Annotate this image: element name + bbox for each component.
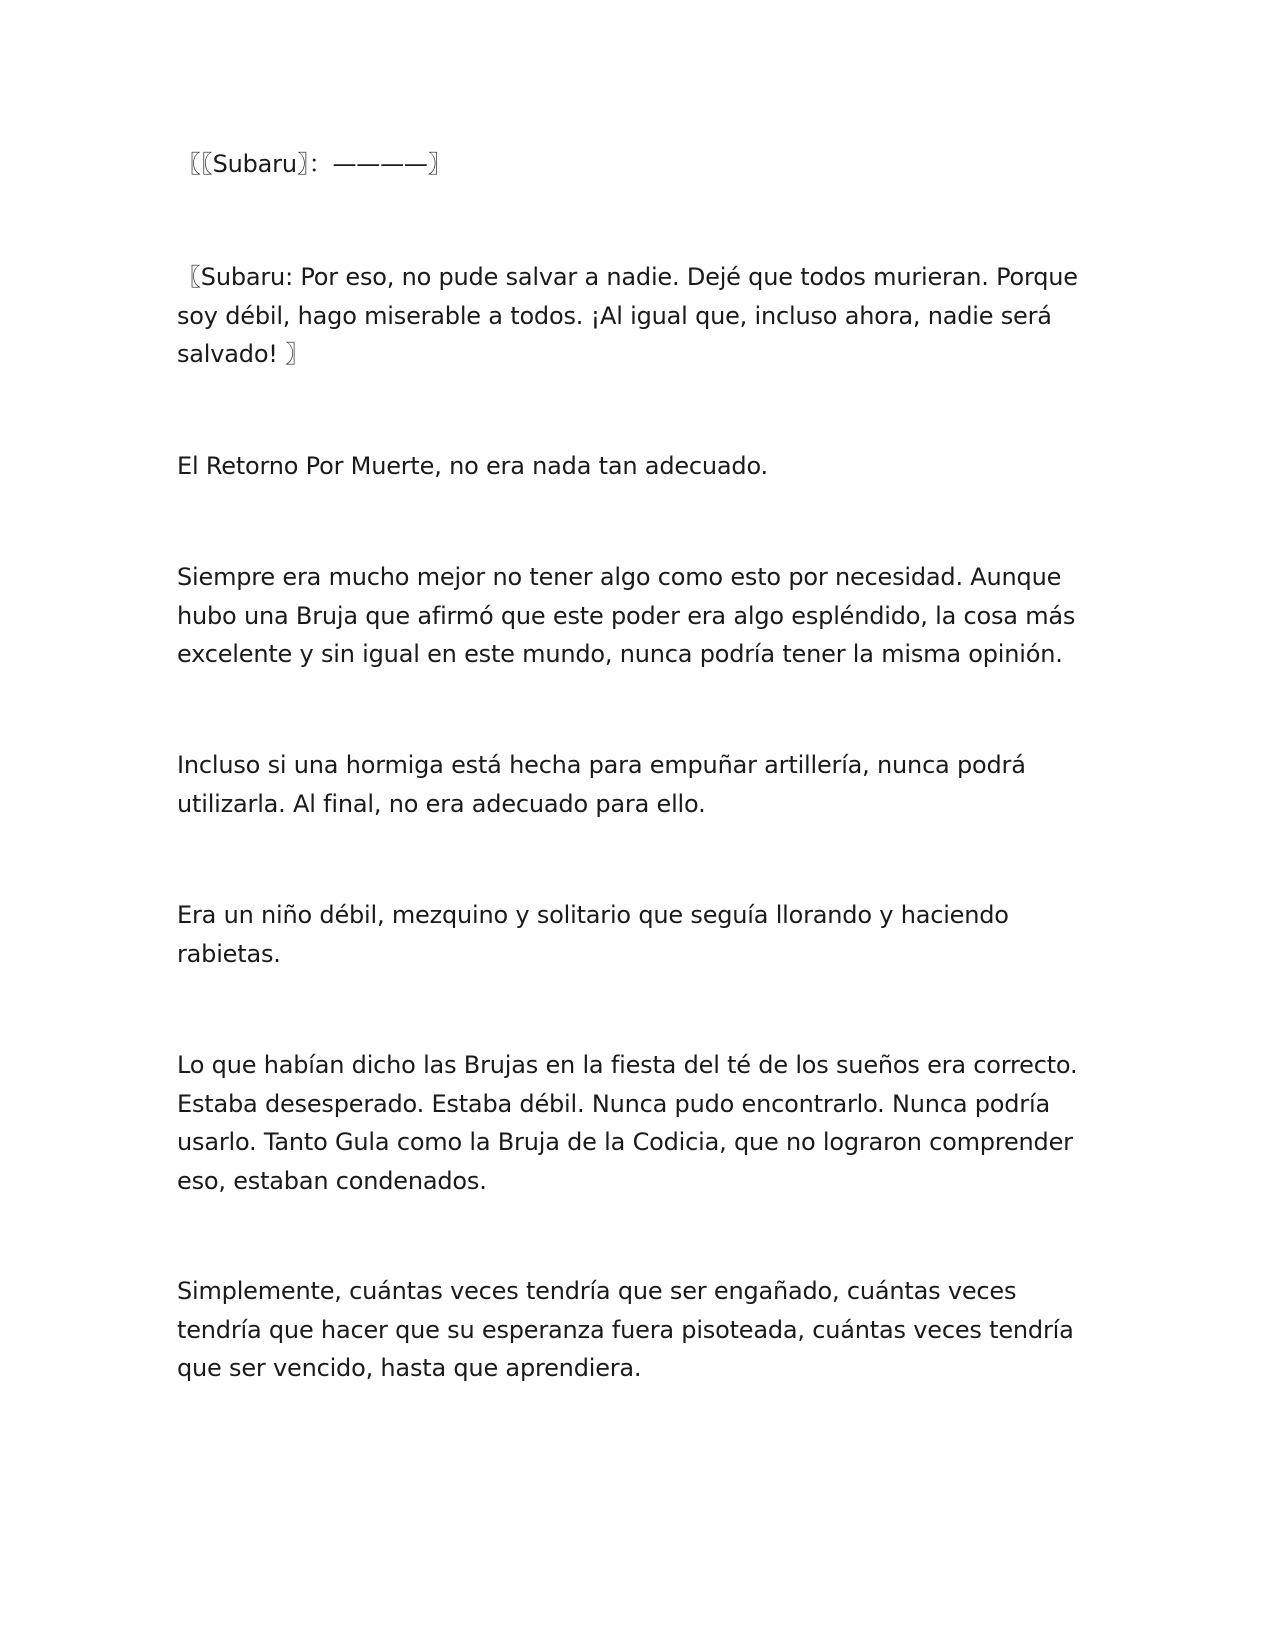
paragraph-hormiga: Incluso si una hormiga está hecha para empuñar artillería, nunca podrá utilizarla. Al final, no era adecuado para ello. [177, 751, 1026, 818]
paragraph-subaru-quote: 〖Subaru: Por eso, no pude salvar a nadie. Dejé que todos murieran. Porque soy débil, hago miserable a todos. ¡Al igual que, incluso ahora, nadie será salvado! 〗 [177, 263, 1078, 368]
paragraph-nino-debil: Era un niño débil, mezquino y solitario que seguía llorando y haciendo rabietas. [177, 901, 1009, 968]
paragraph-simplemente: Simplemente, cuántas veces tendría que ser engañado, cuántas veces tendría que hacer que su esperanza fuera pisoteada, cuántas veces tendría que ser vencido, hasta que aprendiera. [177, 1277, 1074, 1382]
paragraph-heading-quote: 〖〖Subaru〗：————〗 [177, 150, 452, 178]
paragraph-brujas: Lo que habían dicho las Brujas en la fiesta del té de los sueños era correcto. Estaba desesperado. Estaba débil. Nunca pudo encontrarlo. Nunca podría usarlo. Tanto Gula como la Bruja de la Codicia, que no lograron comprender eso, estaban condenados. [177, 1051, 1078, 1195]
paragraph-siempre: Siempre era mucho mejor no tener algo como esto por necesidad. Aunque hubo una Bruja que afirmó que este poder era algo espléndido, la cosa más excelente y sin igual en este mundo, nunca podría tener la misma opinión. [177, 563, 1076, 668]
paragraph-retorno: El Retorno Por Muerte, no era nada tan adecuado. [177, 452, 768, 480]
